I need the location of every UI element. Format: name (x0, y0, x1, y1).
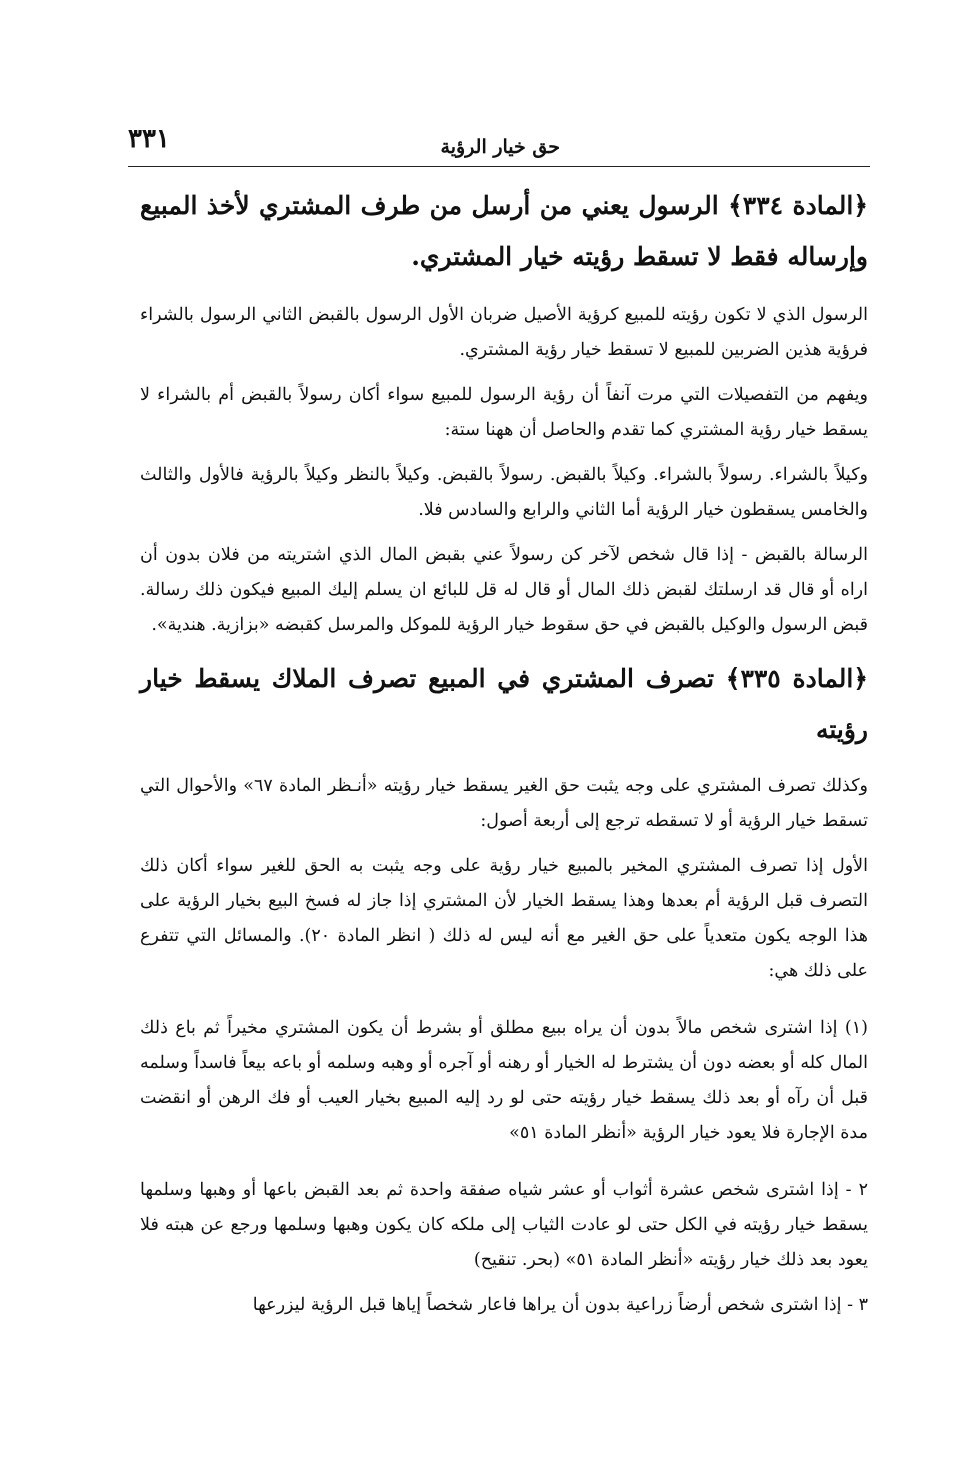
page-header (128, 126, 870, 167)
page-content (140, 180, 868, 1333)
paragraph-case-3: ٣ - إذا اشترى شخص أرضاً زراعية بدون أن يراها فاعار شخصاً إياها قبل الرؤية ليزرعها (252, 1295, 868, 1315)
article-335-heading: ﴿المادة ٣٣٥﴾ تصرف المشتري في المبيع تصرف الملاك يسقط خيار رؤيته (140, 664, 868, 744)
paragraph-understood-details: ويفهم من التفصيلات التي مرت آنفاً أن رؤية الرسول للمبيع سواء أكان رسولاً بالقبض أم بالشراء لا يسقط خيار رؤية المشتري كما تقدم والحاصل أن ههنا ستة: (140, 385, 868, 440)
paragraph-third-party-right: وكذلك تصرف المشتري على وجه يثبت حق الغير يسقط خيار رؤيته «أنـظر المادة ٦٧» والأحوال التي تسقط خيار الرؤية أو لا تسقطه ترجع إلى أربعة أصول: (140, 776, 868, 831)
running-title: حق خيار الرؤية (440, 136, 560, 158)
paragraph-case-1: (١) إذا اشترى شخص مالاً بدون أن يراه ببيع مطلق أو بشرط أن يكون المشتري مخيراً ثم باع ذلك المال كله أو بعضه دون أن يشترط له الخيار أو رهنه أو آجره أو وهبه وسلمه أو باعه بيعاً فاسداً وسلمه قبل أن رآه أو بعد ذلك يسقط خيار رؤيته حتى لو رد إليه المبيع بخيار العيب أو فك الرهن أو انقضت مدة الإجارة فلا يعود خيار الرؤية «أنظر المادة ٥١» (140, 1018, 868, 1143)
paragraph-first-principle: الأول إذا تصرف المشتري المخير بالمبيع خيار رؤية على وجه يثبت به الحق للغير سواء أكان ذلك التصرف قبل الرؤية أم بعدها وهذا يسقط الخيار لأن المشتري إذا جاز له فسخ البيع بخيار الرؤية على هذا الوجه يكون متعدياً على حق الغير مع أنه ليس له ذلك ( انظر المادة ٢٠). والمسائل التي تتفرع على ذلك هي: (140, 856, 868, 981)
paragraph-case-2: ٢ - إذا اشترى شخص عشرة أثواب أو عشر شياه صفقة واحدة ثم بعد القبض باعها أو وهبها وسلمها يسقط خيار رؤيته في الكل حتى لو عادت الثياب إلى ملكه كان يكون وهبها وسلمها ورجع عن هبته فلا يعود بعد ذلك خيار رؤيته «أنظر المادة ٥١» (بحر. تنقيح) (140, 1180, 868, 1270)
paragraph-messenger-receipt: الرسالة بالقبض - إذا قال شخص لآخر كن رسولاً عني بقبض المال الذي اشتريته من فلان بدون أن اراه أو قال قد ارسلتك لقبض ذلك المال أو قال له قل للبائع ان يسلم إليك المبيع فيكون ذلك رسالة. قبض الرسول والوكيل بالقبض في حق سقوط خيار الرؤية للموكل والمرسل كقبضه «بزازية. هندية». (140, 545, 868, 635)
page-number: ٣٣١ (128, 124, 170, 154)
paragraph-six-cases: وكيلاً بالشراء. رسولاً بالشراء. وكيلاً بالقبض. رسولاً بالقبض. وكيلاً بالنظر وكيلاً بالرؤية فالأول والثالث والخامس يسقطون خيار الرؤية أما الثاني والرابع والسادس فلا. (140, 465, 868, 520)
article-334-heading: ﴿المادة ٣٣٤﴾ الرسول يعني من أرسل من طرف المشتري لأخذ المبيع وإرساله فقط لا تسقط رؤيته خيار المشتري. (140, 191, 868, 271)
paragraph-messenger-definition: الرسول الذي لا تكون رؤيته للمبيع كرؤية الأصيل ضربان الأول الرسول بالقبض الثاني الرسول بالشراء فرؤية هذين الضربين للمبيع لا تسقط خيار رؤية المشتري. (140, 305, 868, 360)
